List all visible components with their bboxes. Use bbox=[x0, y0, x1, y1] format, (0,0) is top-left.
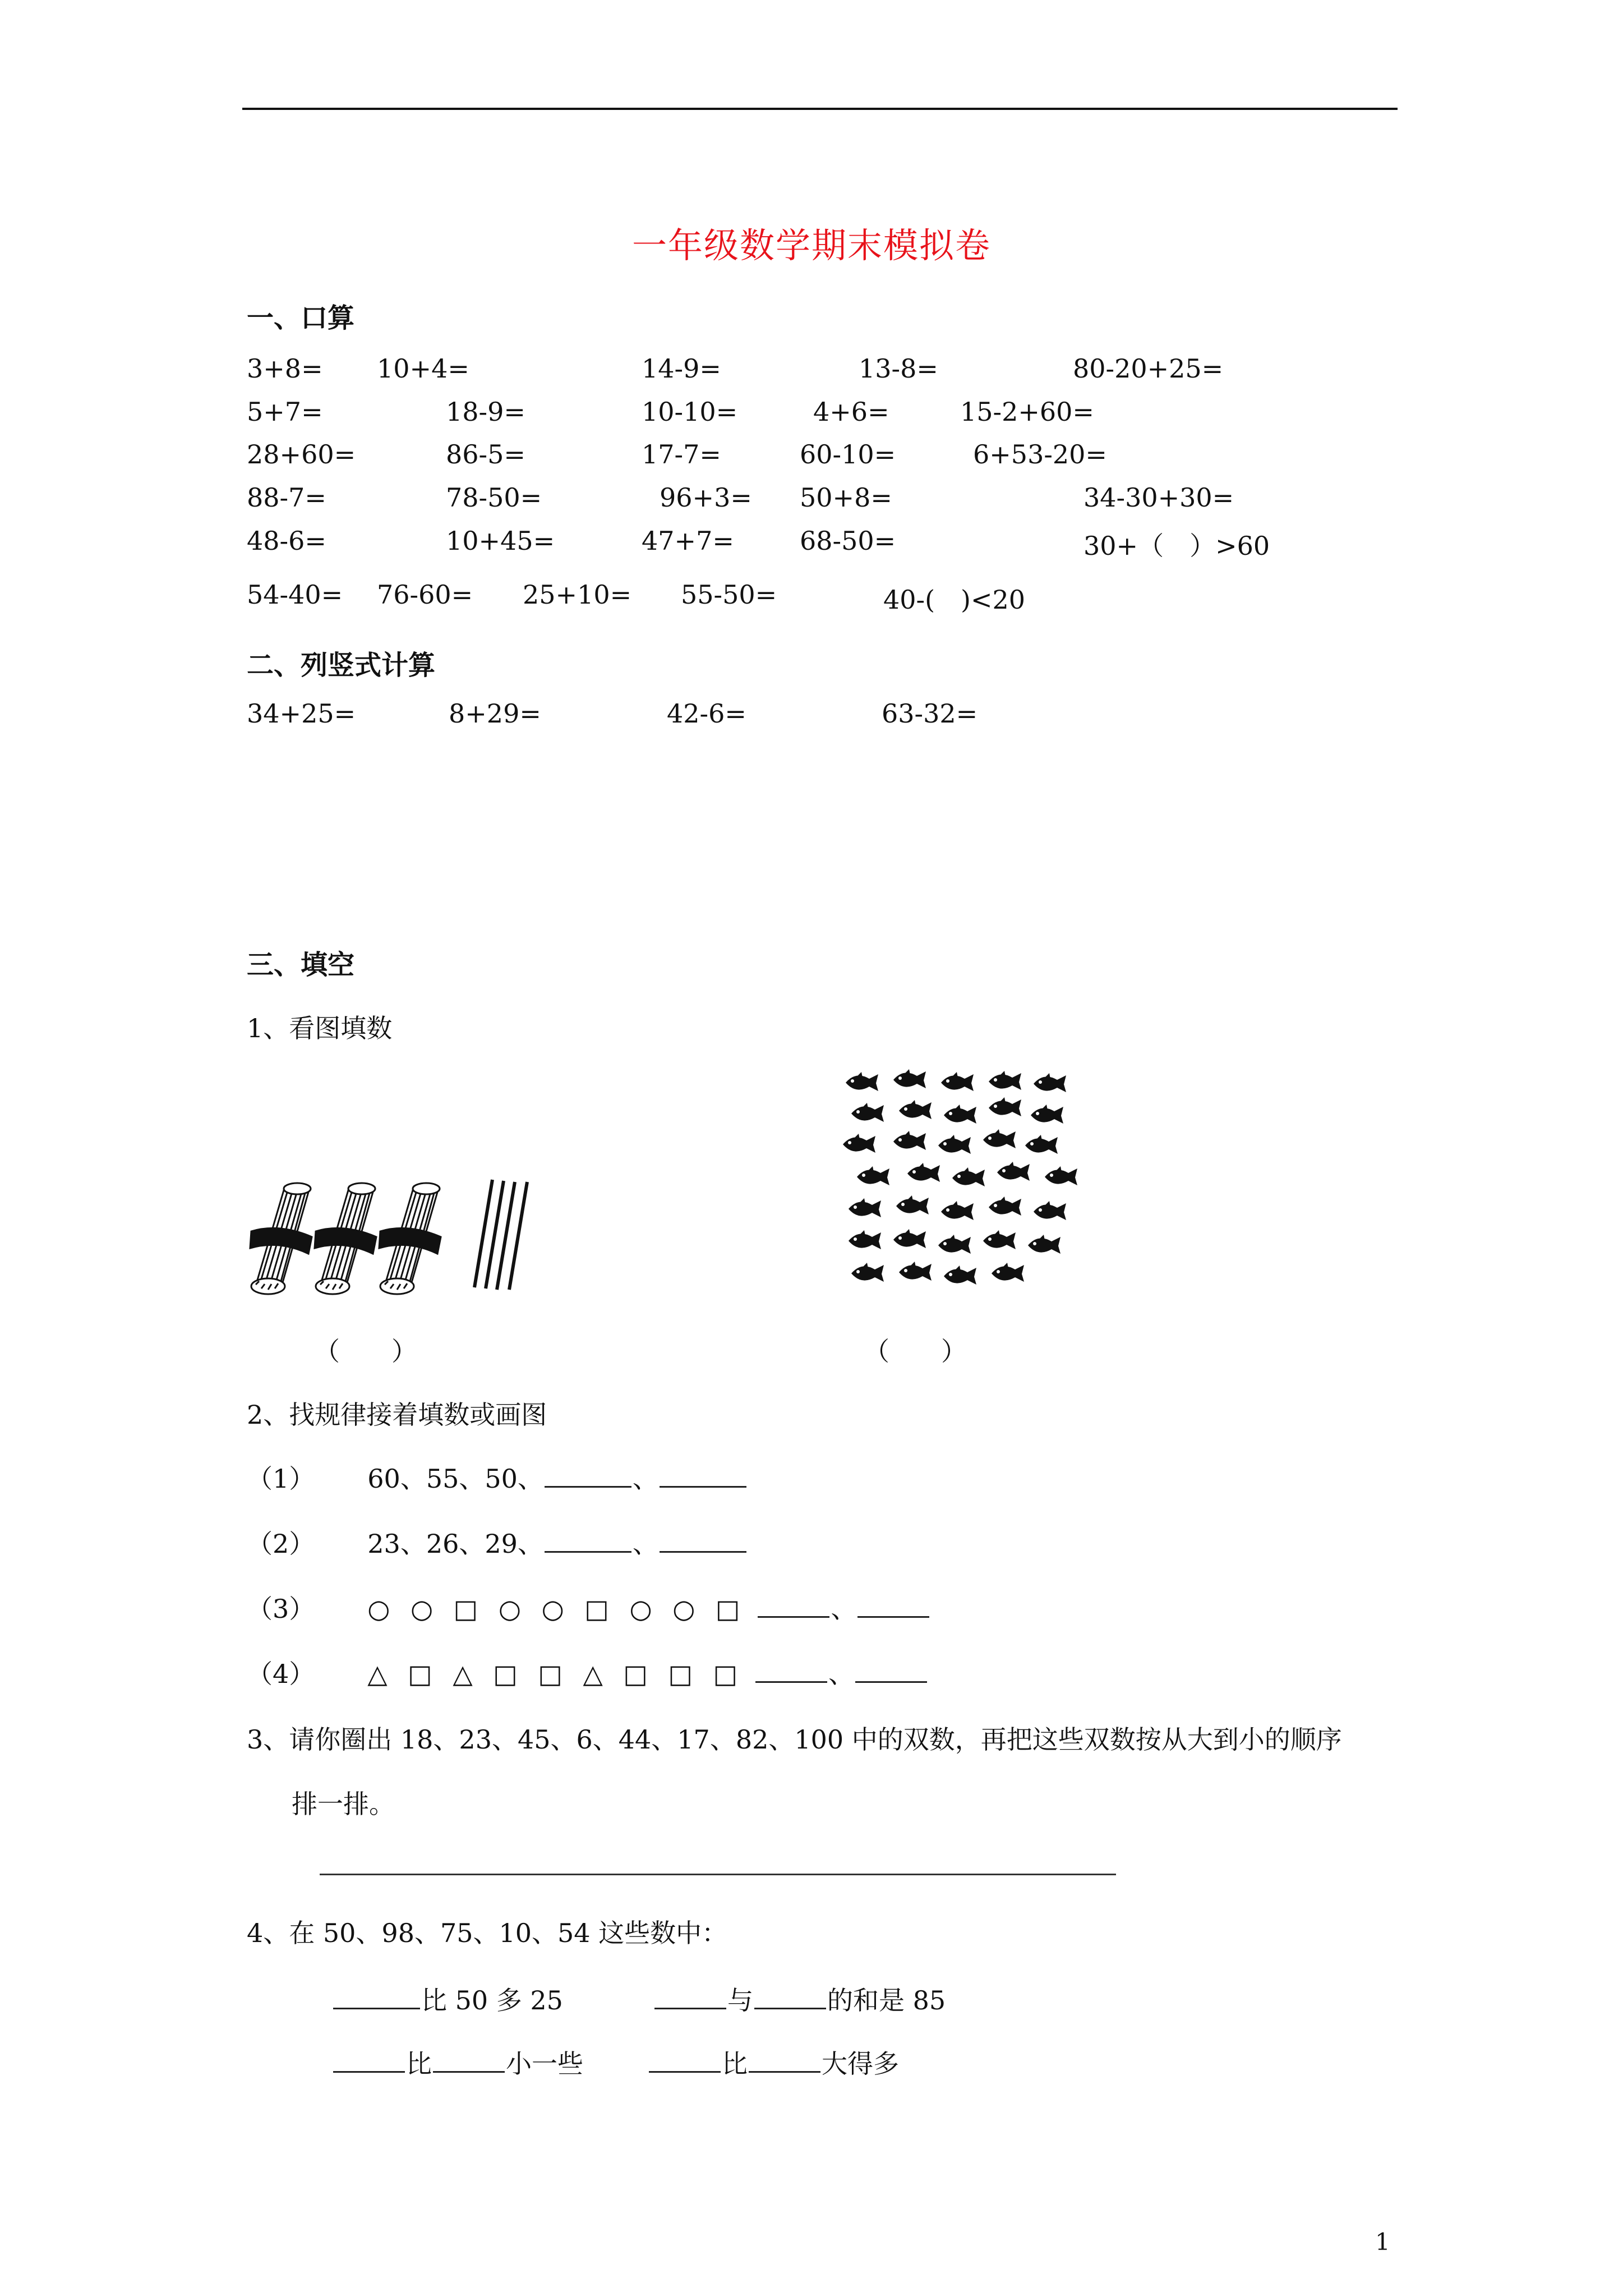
oral-item: 25+10= bbox=[523, 579, 632, 610]
pattern-blank[interactable] bbox=[855, 1660, 927, 1683]
q1-answer-right[interactable]: （ ） bbox=[864, 1336, 967, 1366]
pattern-blank[interactable] bbox=[545, 1465, 631, 1488]
stick-bundles-image bbox=[246, 1170, 565, 1299]
q4-text: 大得多 bbox=[822, 2049, 899, 2079]
oral-item: 55-50= bbox=[681, 579, 777, 610]
oral-item: 34-30+30= bbox=[1083, 482, 1234, 513]
q2-label: 2、找规律接着填数或画图 bbox=[247, 1400, 547, 1430]
q4-text: 的和是 85 bbox=[827, 1985, 946, 2016]
oral-item: 18-9= bbox=[446, 397, 525, 427]
oral-item: 17-7= bbox=[642, 439, 721, 470]
pattern-row-number: （1） bbox=[247, 1464, 315, 1494]
q4-text: 比 50 多 25 bbox=[421, 1985, 563, 2016]
pattern-row-2 bbox=[247, 1524, 748, 1561]
q4-blank[interactable] bbox=[333, 1986, 420, 2009]
q4-blank[interactable] bbox=[749, 2050, 820, 2073]
oral-item: 54-40= bbox=[247, 579, 343, 610]
oral-item: 60-10= bbox=[800, 439, 896, 470]
oral-item: 6+53-20= bbox=[973, 439, 1107, 470]
separator: 、 bbox=[828, 1659, 855, 1689]
pattern-row-1 bbox=[247, 1458, 748, 1496]
q4-blank[interactable] bbox=[649, 2050, 721, 2073]
oral-item: 40-( )<20 bbox=[883, 585, 1026, 615]
q4-text: 比 bbox=[406, 2049, 432, 2079]
pattern-blank[interactable] bbox=[545, 1530, 631, 1553]
q4-text: 与 bbox=[727, 1985, 753, 2016]
q3-answer-line[interactable] bbox=[320, 1874, 1116, 1875]
oral-item: 96+3= bbox=[660, 482, 752, 513]
separator: 、 bbox=[632, 1529, 658, 1559]
oral-item: 68-50= bbox=[800, 526, 896, 556]
oral-item: 48-6= bbox=[247, 526, 326, 556]
oral-item: 28+60= bbox=[247, 439, 356, 470]
pattern-blank[interactable] bbox=[755, 1660, 827, 1683]
oral-item: 3+8= bbox=[247, 353, 323, 384]
q4-label: 4、在 50、98、75、10、54 这些数中： bbox=[247, 1918, 728, 1948]
q1-answer-left[interactable]: （ ） bbox=[314, 1336, 417, 1366]
q4-row-1b bbox=[653, 1980, 946, 2017]
oral-item: 10-10= bbox=[642, 397, 738, 427]
page-title: 一年级数学期末模拟卷 bbox=[631, 225, 991, 266]
oral-item: 88-7= bbox=[247, 482, 326, 513]
oral-item: 78-50= bbox=[446, 482, 542, 513]
separator: 、 bbox=[632, 1464, 658, 1494]
pattern-row-number: （2） bbox=[247, 1529, 315, 1559]
pattern-row-3 bbox=[247, 1589, 930, 1626]
oral-item: 30+（ ）>60 bbox=[1083, 531, 1270, 561]
oral-item: 15-2+60= bbox=[960, 397, 1094, 427]
section-2-heading: 二、列竖式计算 bbox=[247, 650, 436, 681]
oral-item: 80-20+25= bbox=[1073, 353, 1224, 384]
oral-item: 47+7= bbox=[642, 526, 734, 556]
pattern-row-4 bbox=[247, 1654, 928, 1691]
oral-item: 86-5= bbox=[446, 439, 525, 470]
header-rule bbox=[242, 108, 1398, 110]
vertical-item: 42-6= bbox=[667, 698, 746, 729]
pattern-blank[interactable] bbox=[857, 1595, 929, 1618]
pattern-row-content: 23、26、29、 bbox=[367, 1529, 543, 1559]
q4-blank[interactable] bbox=[654, 1986, 726, 2009]
q1-label: 1、看图填数 bbox=[247, 1013, 393, 1043]
pattern-blank[interactable] bbox=[758, 1595, 829, 1618]
q4-text: 小一些 bbox=[506, 2049, 583, 2079]
q4-row-2a bbox=[332, 2044, 583, 2081]
pattern-row-content: △ □ △ □ □ △ □ □ □ bbox=[367, 1659, 738, 1689]
vertical-item: 34+25= bbox=[247, 698, 356, 729]
oral-item: 13-8= bbox=[859, 353, 938, 384]
pattern-blank[interactable] bbox=[660, 1465, 746, 1488]
vertical-item: 8+29= bbox=[449, 698, 541, 729]
q4-text: 比 bbox=[722, 2049, 748, 2079]
oral-item: 4+6= bbox=[813, 397, 889, 427]
separator: 、 bbox=[831, 1594, 857, 1624]
q3-line-2: 排一排。 bbox=[292, 1789, 395, 1819]
oral-item: 76-60= bbox=[377, 579, 473, 610]
oral-item: 10+45= bbox=[446, 526, 555, 556]
page-number: 1 bbox=[1375, 2228, 1390, 2256]
vertical-item: 63-32= bbox=[882, 698, 978, 729]
oral-item: 10+4= bbox=[377, 353, 469, 384]
section-3-heading: 三、填空 bbox=[247, 949, 355, 981]
oral-item: 5+7= bbox=[247, 397, 323, 427]
q4-blank[interactable] bbox=[333, 2050, 405, 2073]
section-1-heading: 一、口算 bbox=[247, 302, 355, 334]
q4-row-1a bbox=[332, 1980, 563, 2017]
q4-blank[interactable] bbox=[754, 1986, 826, 2009]
q3-line-1: 3、请你圈出 18、23、45、6、44、17、82、100 中的双数，再把这些双数按从大到小的顺序 bbox=[247, 1724, 1342, 1755]
pattern-row-content: ○ ○ □ ○ ○ □ ○ ○ □ bbox=[367, 1594, 740, 1624]
pattern-row-number: （4） bbox=[247, 1659, 315, 1689]
oral-item: 14-9= bbox=[642, 353, 721, 384]
pattern-blank[interactable] bbox=[660, 1530, 746, 1553]
oral-item: 50+8= bbox=[800, 482, 892, 513]
q4-blank[interactable] bbox=[433, 2050, 505, 2073]
pattern-row-content: 60、55、50、 bbox=[367, 1464, 543, 1494]
fish-group-image bbox=[840, 1069, 1165, 1299]
q4-row-2b bbox=[648, 2044, 899, 2081]
pattern-row-number: （3） bbox=[247, 1594, 315, 1624]
